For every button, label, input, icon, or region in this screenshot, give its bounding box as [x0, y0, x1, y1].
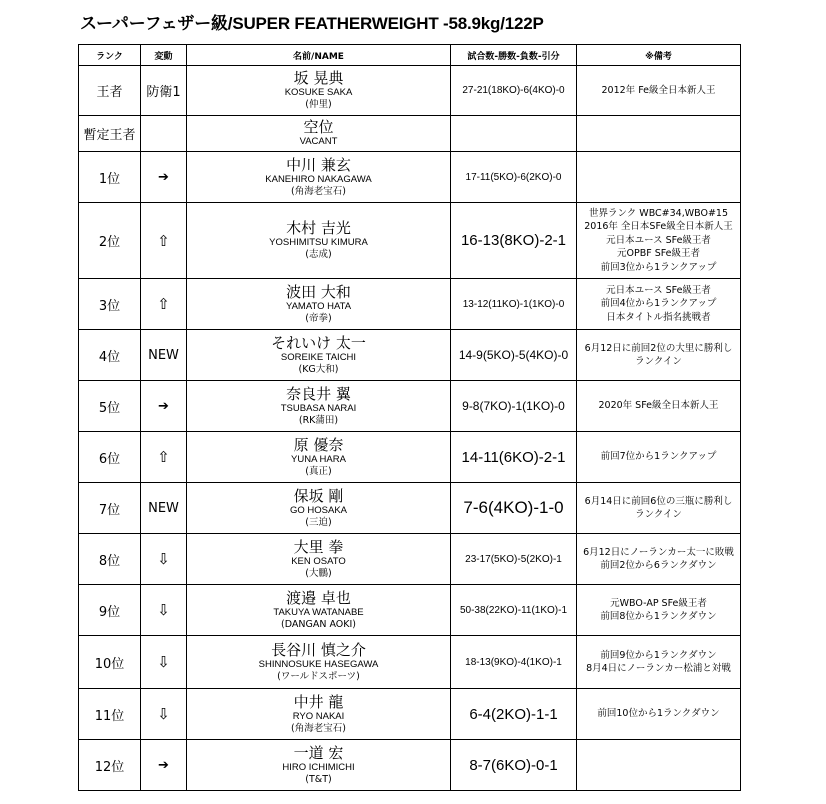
boxer-name-en: KEN OSATO — [291, 555, 346, 567]
name-cell — [187, 152, 451, 203]
notes-cell — [577, 381, 741, 432]
boxer-gym: (KG大和) — [298, 363, 339, 375]
arrow-up-icon: ⇧ — [157, 295, 170, 313]
note-line: 前回3位から1ランクアップ — [600, 261, 717, 273]
change-cell — [141, 585, 187, 636]
notes-cell — [577, 636, 741, 689]
header-notes: ※備考 — [577, 45, 741, 66]
arrow-up-icon: ⇧ — [157, 231, 170, 250]
note-line: 元WBO-AP SFe級王者 — [610, 597, 707, 609]
boxer-name-jp: 大里 拳 — [293, 537, 344, 556]
boxer-name-jp: 中井 龍 — [293, 692, 344, 711]
arrow-down-icon: ⇩ — [157, 705, 170, 723]
ranking-rows — [79, 66, 741, 791]
change-cell — [141, 483, 187, 534]
arrow-up-icon: ⇧ — [157, 448, 170, 466]
note-line: 6月12日にノーランカー太一に敗戦 — [583, 546, 734, 558]
name-cell — [187, 534, 451, 585]
record-cell: 7-6(4KO)-1-0 — [451, 483, 577, 534]
arrow-right-icon: ➔ — [158, 169, 169, 185]
boxer-gym: (仲里) — [305, 99, 332, 110]
name-cell — [187, 66, 451, 116]
record-cell: 13-12(11KO)-1(1KO)-0 — [451, 279, 577, 330]
boxer-name-en: VACANT — [299, 136, 338, 147]
record-cell: 14-11(6KO)-2-1 — [451, 432, 577, 483]
rank-cell: 2位 — [79, 203, 141, 279]
rank-cell: 12位 — [79, 740, 141, 791]
record-cell: 18-13(9KO)-4(1KO)-1 — [451, 636, 577, 689]
table-row — [79, 432, 741, 483]
boxer-gym: (大鵬) — [305, 567, 332, 579]
notes-cell — [577, 152, 741, 203]
header-change: 変動 — [141, 45, 187, 66]
name-cell — [187, 585, 451, 636]
note-line: 前回7位から1ランクアップ — [600, 451, 717, 463]
name-cell — [187, 116, 451, 152]
boxer-name-en: TSUBASA NARAI — [280, 402, 357, 414]
note-line: 2012年 Fe級全日本新人王 — [601, 84, 716, 96]
change-cell — [141, 279, 187, 330]
table-row — [79, 740, 741, 791]
name-cell — [187, 636, 451, 689]
boxer-name-jp: 原 優奈 — [293, 435, 344, 454]
boxer-name-en: GO HOSAKA — [289, 504, 347, 516]
arrow-right-icon: ➔ — [158, 398, 169, 414]
table-row — [79, 152, 741, 203]
record-cell: 17-11(5KO)-6(2KO)-0 — [451, 152, 577, 203]
change-cell — [141, 740, 187, 791]
note-line: 前回4位から1ランクアップ — [600, 298, 717, 310]
record-cell: 9-8(7KO)-1(1KO)-0 — [451, 381, 577, 432]
boxer-name-jp: それいけ 太一 — [271, 333, 366, 352]
header-rank: ランク — [79, 45, 141, 66]
boxer-name-en: KANEHIRO NAKAGAWA — [265, 173, 372, 185]
notes-cell — [577, 203, 741, 279]
boxer-name-jp: 長谷川 慎之介 — [271, 640, 366, 659]
boxer-name-jp: 渡邉 卓也 — [286, 588, 351, 607]
rank-cell: 3位 — [79, 279, 141, 330]
note-line: ランクイン — [635, 509, 682, 520]
notes-cell — [577, 116, 741, 152]
boxer-gym: (角海老宝石) — [291, 185, 346, 197]
table-row — [79, 330, 741, 381]
note-line: 世界ランク WBC#34,WBO#15 — [588, 207, 729, 219]
table-header-row — [79, 45, 741, 66]
note-line: 2020年 SFe級全日本新人王 — [598, 400, 719, 412]
boxer-gym: (志成) — [305, 249, 332, 260]
rank-cell: 1位 — [79, 152, 141, 203]
change-cell — [141, 152, 187, 203]
boxer-name-jp: 波田 大和 — [286, 282, 351, 301]
rank-cell: 暫定王者 — [79, 116, 141, 152]
arrow-right-icon: ➔ — [158, 757, 169, 773]
arrow-down-icon: ⇩ — [157, 601, 170, 619]
table-row — [79, 203, 741, 279]
note-line: 8月4日にノーランカー松浦と対戦 — [586, 663, 731, 674]
table-row — [79, 279, 741, 330]
record-cell: 27-21(18KO)-6(4KO)-0 — [451, 66, 577, 116]
change-cell — [141, 203, 187, 279]
note-line: 6月12日に前回2位の大里に勝利し — [584, 342, 733, 354]
notes-cell — [577, 740, 741, 791]
change-cell — [141, 534, 187, 585]
table-row — [79, 116, 741, 152]
boxer-name-jp: 中川 兼玄 — [286, 155, 351, 174]
table-row — [79, 381, 741, 432]
record-cell: 23-17(5KO)-5(2KO)-1 — [451, 534, 577, 585]
boxer-name-jp: 保坂 剛 — [293, 486, 344, 505]
note-line: ランクイン — [635, 356, 682, 367]
boxer-name-en: SHINNOSUKE HASEGAWA — [258, 658, 379, 670]
boxer-name-en: YAMATO HATA — [285, 300, 352, 312]
boxer-name-en: RYO NAKAI — [292, 710, 345, 722]
boxer-gym: (RK蒲田) — [298, 414, 339, 426]
new-badge: NEW — [148, 347, 179, 363]
change-cell — [141, 116, 187, 152]
table-row — [79, 636, 741, 689]
rank-cell: 7位 — [79, 483, 141, 534]
boxer-name-jp: 坂 晃典 — [293, 69, 344, 87]
boxer-name-en: SOREIKE TAICHI — [280, 351, 357, 363]
note-line: 前回8位から1ランクダウン — [600, 611, 717, 622]
new-badge: NEW — [148, 500, 179, 516]
note-line: 前回9位から1ランクダウン — [600, 649, 717, 661]
note-line: 2016年 全日本SFe級全日本新人王 — [584, 221, 733, 233]
arrow-down-icon: ⇩ — [157, 550, 170, 568]
rank-cell: 王者 — [79, 66, 141, 116]
change-label: 防衛1 — [146, 85, 181, 100]
record-cell: 8-7(6KO)-0-1 — [451, 740, 577, 791]
change-cell — [141, 66, 187, 116]
notes-cell — [577, 585, 741, 636]
rank-cell: 5位 — [79, 381, 141, 432]
record-cell: 6-4(2KO)-1-1 — [451, 689, 577, 740]
boxer-gym: (帝拳) — [305, 312, 332, 324]
name-cell — [187, 279, 451, 330]
table-row — [79, 534, 741, 585]
name-cell — [187, 330, 451, 381]
note-line: 前回10位から1ランクダウン — [597, 708, 720, 720]
notes-cell — [577, 689, 741, 740]
notes-cell — [577, 483, 741, 534]
rank-cell: 4位 — [79, 330, 141, 381]
page-title: スーパーフェザー級/SUPER FEATHERWEIGHT -58.9kg/122P — [80, 14, 544, 33]
table-row — [79, 585, 741, 636]
table-row — [79, 483, 741, 534]
name-cell — [187, 689, 451, 740]
boxer-gym: (T&T) — [305, 773, 332, 785]
name-cell — [187, 203, 451, 279]
header-name: 名前/NAME — [187, 45, 451, 66]
boxer-gym: (ワールドスポーツ) — [277, 670, 360, 682]
boxer-name-en: YUNA HARA — [291, 453, 346, 465]
rank-cell: 11位 — [79, 689, 141, 740]
notes-cell — [577, 66, 741, 116]
rank-cell: 6位 — [79, 432, 141, 483]
notes-cell — [577, 432, 741, 483]
change-cell — [141, 689, 187, 740]
record-cell — [451, 116, 577, 152]
name-cell — [187, 432, 451, 483]
note-line: 元日本ユース SFe級王者 — [606, 234, 711, 246]
boxer-gym: (DANGAN AOKI) — [281, 618, 356, 630]
boxer-gym: (真正) — [305, 465, 332, 477]
rank-cell: 10位 — [79, 636, 141, 689]
boxer-name-en: TAKUYA WATANABE — [273, 606, 364, 618]
ranking-table — [78, 44, 741, 791]
boxer-name-jp: 一道 宏 — [293, 743, 344, 762]
name-cell — [187, 483, 451, 534]
boxer-name-en: YOSHIMITSU KIMURA — [269, 237, 368, 248]
table-row — [79, 66, 741, 116]
change-cell — [141, 330, 187, 381]
note-line: 元OPBF SFe級王者 — [616, 248, 701, 260]
boxer-name-en: KOSUKE SAKA — [284, 87, 353, 98]
rank-cell: 8位 — [79, 534, 141, 585]
record-cell: 14-9(5KO)-5(4KO)-0 — [451, 330, 577, 381]
note-line: 日本タイトル指名挑戦者 — [606, 311, 711, 323]
record-cell: 50-38(22KO)-11(1KO)-1 — [451, 585, 577, 636]
notes-cell — [577, 534, 741, 585]
name-cell — [187, 381, 451, 432]
boxer-gym: (三迫) — [305, 516, 332, 528]
boxer-name-jp: 空位 — [303, 118, 334, 136]
header-record: 試合数-勝数-負数-引分 — [451, 45, 577, 66]
notes-cell — [577, 330, 741, 381]
note-line: 元日本ユース SFe級王者 — [606, 284, 711, 296]
notes-cell — [577, 279, 741, 330]
record-cell: 16-13(8KO)-2-1 — [451, 203, 577, 279]
change-cell — [141, 636, 187, 689]
arrow-down-icon: ⇩ — [157, 653, 170, 671]
name-cell — [187, 740, 451, 791]
change-cell — [141, 432, 187, 483]
change-cell — [141, 381, 187, 432]
note-line: 前回2位から6ランクダウン — [600, 560, 717, 571]
boxer-name-en: HIRO ICHIMICHI — [282, 761, 355, 773]
rank-cell: 9位 — [79, 585, 141, 636]
boxer-name-jp: 木村 吉光 — [286, 219, 351, 237]
boxer-gym: (角海老宝石) — [291, 722, 346, 734]
note-line: 6月14日に前回6位の三瓶に勝利し — [584, 495, 733, 507]
table-row — [79, 689, 741, 740]
boxer-name-jp: 奈良井 翼 — [286, 384, 351, 403]
